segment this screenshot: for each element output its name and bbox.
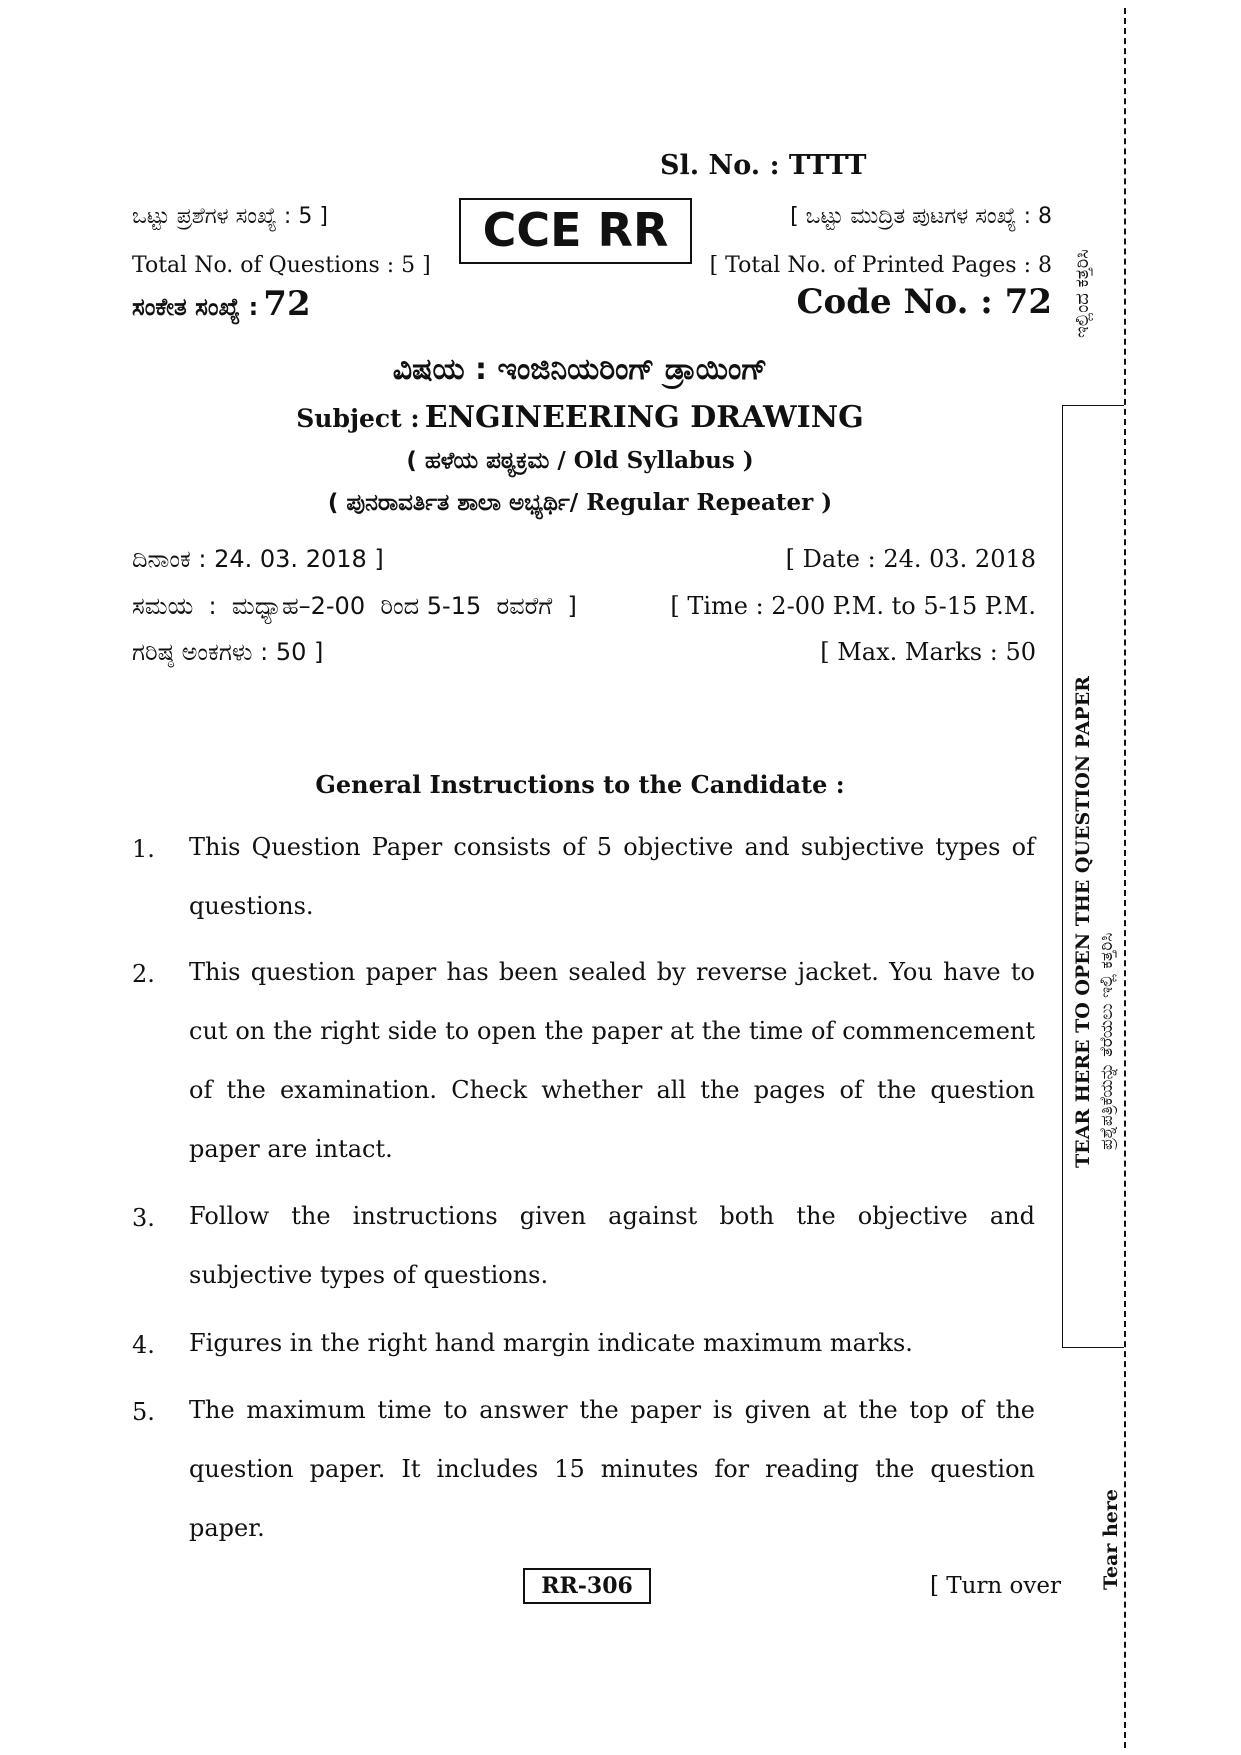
instruction-text: This Question Paper consists of 5 objective and subjective types of questions. xyxy=(189,833,1035,920)
subject-kannada: ವಿಷಯ : ಇಂಜಿನಿಯರಿಂಗ್ ಡ್ರಾಯಿಂಗ್ xyxy=(392,352,768,387)
cce-rr-badge: CCE RR xyxy=(459,198,692,264)
cut-here-kannada: ಇಲ್ಲಿಂದ ಕತ್ತರಿಸಿ xyxy=(1072,249,1093,338)
tear-here-label: Tear here xyxy=(1100,1489,1122,1590)
marks-kannada: ಗರಿಷ್ಠ ಅಂಕಗಳು : 50 ] xyxy=(132,638,324,666)
turn-over: [ Turn over xyxy=(930,1573,1062,1599)
subject-label: Subject : xyxy=(296,404,420,433)
instruction-number: 2. xyxy=(132,960,155,988)
tear-dashed-line xyxy=(1124,8,1126,1748)
instruction-number: 4. xyxy=(132,1331,155,1359)
instruction-number: 3. xyxy=(132,1204,155,1232)
total-pages: [ Total No. of Printed Pages : 8 xyxy=(709,253,1052,278)
subject-value: ENGINEERING DRAWING xyxy=(424,400,864,435)
time-kannada: ಸಮಯ : ಮಧ್ಯಾಹ–2-00 ರಿಂದ 5-15 ರವರೆಗೆ ] xyxy=(132,592,577,620)
code-number: Code No. : 72 xyxy=(796,282,1052,322)
code-number-kannada xyxy=(132,284,311,324)
candidate-type-line xyxy=(250,489,910,516)
subject-title xyxy=(250,400,910,435)
tear-here-instruction: TEAR HERE TO OPEN THE QUESTION PAPER xyxy=(1072,676,1094,1168)
code-kannada-label: ಸಂಕೇತ ಸಂಖ್ಯೆ : xyxy=(132,293,259,321)
syllabus-kannada: ( ಹಳೆಯ ಪಠ್ಯಕ್ರಮ / xyxy=(406,448,566,474)
instruction-text: The maximum time to answer the paper is given at the top of the question paper. It includes 15 minutes for reading the question paper. xyxy=(189,1396,1035,1542)
syllabus-english: Old Syllabus ) xyxy=(573,447,754,474)
time: [ Time : 2-00 P.M. to 5-15 P.M. xyxy=(670,592,1036,620)
total-pages-kannada: [ ಒಟ್ಟು ಮುದ್ರಿತ ಪುಟಗಳ ಸಂಖ್ಯೆ : 8 xyxy=(790,204,1052,229)
date: [ Date : 24. 03. 2018 xyxy=(785,545,1036,573)
tear-here-instruction-kannada: ಪ್ರಶ್ನೆಪತ್ರಿಕೆಯನ್ನು ತೆರೆಯಲು ಇಲ್ಲಿ ಕತ್ತರಿಸಿ xyxy=(1097,932,1117,1150)
instruction-text: This question paper has been sealed by reverse jacket. You have to cut on the right side to open the paper at the time of commencement of the examination. Check whether all the pages of the question paper are intact. xyxy=(189,958,1035,1163)
instruction-text: Figures in the right hand margin indicate maximum marks. xyxy=(189,1329,913,1357)
total-questions: Total No. of Questions : 5 ] xyxy=(132,253,431,278)
code-kannada-value: 72 xyxy=(263,284,311,324)
max-marks: [ Max. Marks : 50 xyxy=(820,638,1036,666)
instructions-title: General Instructions to the Candidate : xyxy=(315,770,845,799)
instruction-number: 1. xyxy=(132,835,155,863)
instruction-number: 5. xyxy=(132,1398,155,1426)
date-kannada: ದಿನಾಂಕ : 24. 03. 2018 ] xyxy=(132,545,384,573)
instruction-text: Follow the instructions given against both the objective and subjective types of questions. xyxy=(189,1202,1035,1289)
total-questions-kannada: ಒಟ್ಟು ಪ್ರಶೆಗಳ ಸಂಖ್ಯೆ : 5 ] xyxy=(132,204,328,229)
paper-code-box: RR-306 xyxy=(523,1568,651,1604)
serial-number: Sl. No. : TTTT xyxy=(660,150,867,181)
candidate-type-kannada: ( ಪುನರಾವರ್ತಿತ ಶಾಲಾ ಅಭ್ಯರ್ಥಿ/ xyxy=(327,490,579,516)
candidate-type-english: Regular Repeater ) xyxy=(586,489,833,516)
syllabus-line xyxy=(250,447,910,474)
